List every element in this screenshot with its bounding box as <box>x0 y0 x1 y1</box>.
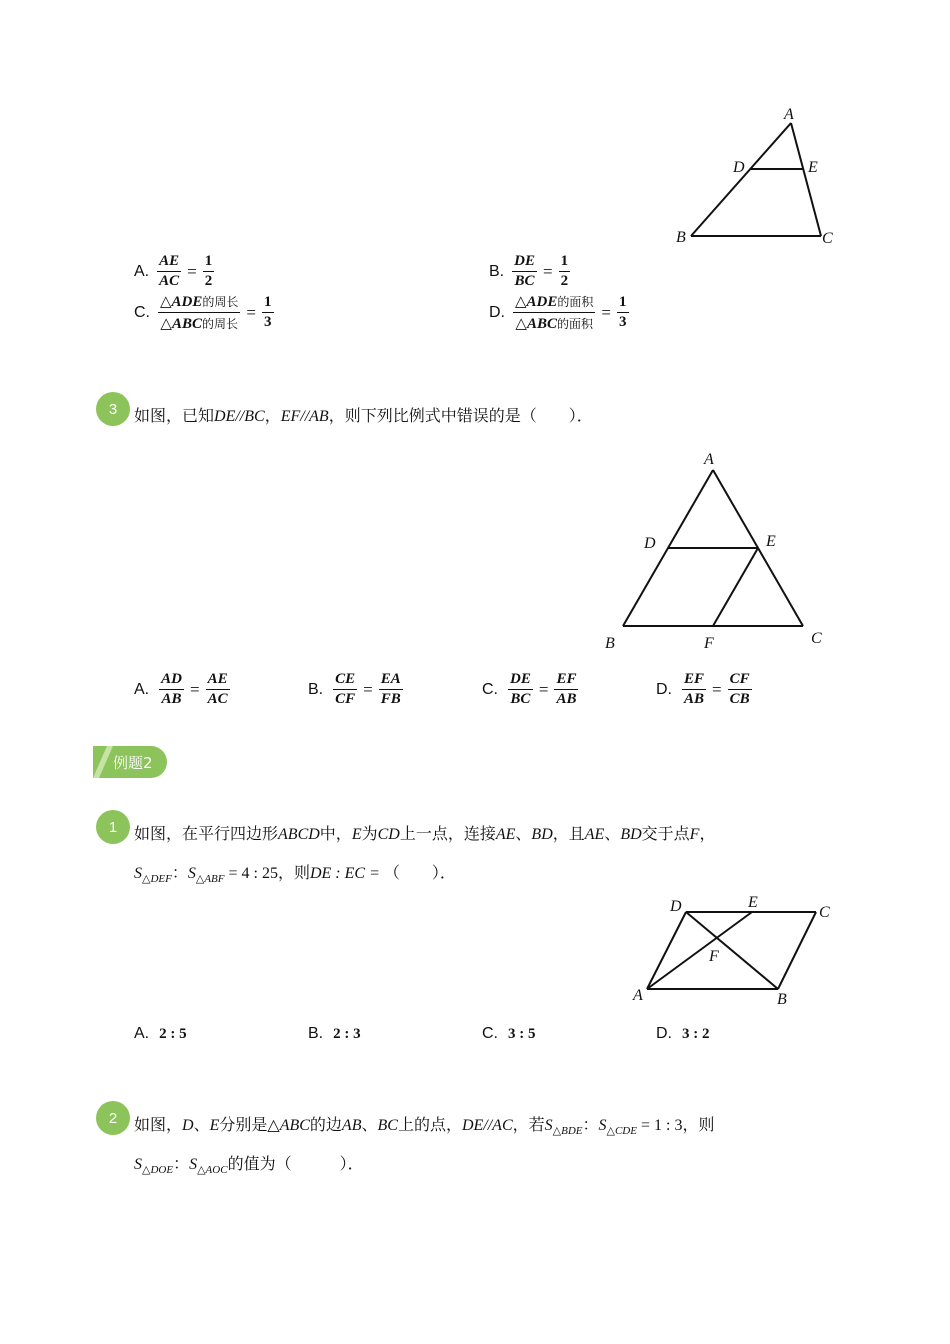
option-b-prev[interactable]: B. $\frac{DE}{BC}$ = $\frac{1}{2}$ <box>489 253 569 289</box>
label-D: D <box>733 159 745 176</box>
option-d-prev[interactable]: D. $\frac{\text{△ADE的面积}}{\text{△ABC的面积}}$ = $\frac{1}{3}$ <box>489 294 627 332</box>
question-text-line2: $S_{\triangle DEF}$：$S_{\triangle ABF} = 4$ : 25，则DE : EC = （ ）． <box>134 863 456 886</box>
fraction: $\frac{\text{△ADE的面积}}{\text{△ABC的面积}}$ <box>515 294 594 332</box>
section-tag-accent <box>93 746 113 778</box>
question-number-badge: 2 <box>96 1101 130 1135</box>
label-B: B <box>777 991 787 1008</box>
option-b-ex1[interactable]: B. 2 : 3 <box>308 1025 361 1042</box>
label-B: B <box>676 229 686 246</box>
label-A: A <box>633 987 643 1004</box>
option-c-ex1[interactable]: C. 3 : 5 <box>482 1025 536 1042</box>
label-D: D <box>644 535 656 552</box>
question-number-badge: 1 <box>96 810 130 844</box>
label-E: E <box>808 159 818 176</box>
label-C: C <box>819 904 830 921</box>
label-C: C <box>822 230 833 247</box>
label-A: A <box>784 106 794 123</box>
option-d-q3[interactable]: D. $\frac{EF}{AB}$ = $\frac{CF}{CB}$ <box>656 671 750 707</box>
question-text-line2: $S_{\triangle DOE}$：$S_{\triangle AOC}$的值为（ ）． <box>134 1154 364 1177</box>
option-a-ex1[interactable]: A. 2 : 5 <box>134 1025 187 1042</box>
section-tag: 例题2 <box>93 746 167 778</box>
label-A: A <box>704 451 714 468</box>
label-D: D <box>670 898 682 915</box>
option-c-q3[interactable]: C. $\frac{DE}{BC}$ = $\frac{EF}{AB}$ <box>482 671 577 707</box>
question-text-line1: 如图，在平行四边形ABCD中，E为CD上一点，连接AE、BD，且AE、BD交于点F， <box>134 824 716 843</box>
fraction: $\frac{AE}{AC}$ <box>159 253 180 289</box>
option-a-q3[interactable]: A. $\frac{AD}{AB}$ = $\frac{AE}{AC}$ <box>134 671 228 707</box>
option-d-ex1[interactable]: D. 3 : 2 <box>656 1025 710 1042</box>
label-F: F <box>704 635 714 652</box>
option-a-prev[interactable]: A. $\frac{AE}{AC}$ = $\frac{1}{2}$ <box>134 253 213 289</box>
fraction: $\frac{1}{3}$ <box>264 294 272 330</box>
fraction: $\frac{\text{△ADE的周长}}{\text{△ABC的周长}}$ <box>160 294 239 332</box>
fraction: $\frac{1}{2}$ <box>560 253 569 289</box>
label-E: E <box>748 894 758 911</box>
option-b-q3[interactable]: B. $\frac{CE}{CF}$ = $\frac{EA}{FB}$ <box>308 671 401 707</box>
question-number-badge: 3 <box>96 392 130 426</box>
label-F: F <box>709 948 719 965</box>
parallelogram-figure <box>625 890 850 1010</box>
question-text: 如图，已知DE//BC，EF//AB，则下列比例式中错误的是（ ）． <box>134 406 593 425</box>
label-E: E <box>766 533 776 550</box>
question-text-line1: 如图，D、E分别是△ABC的边AB、BC上的点，DE//AC，若$S_{\triangle BDE}$：$S_{\triangle CDE} = 1$ : 3，则 <box>134 1115 715 1138</box>
triangle-figure-q3 <box>598 445 838 655</box>
fraction: $\frac{DE}{BC}$ <box>514 253 535 289</box>
option-c-prev[interactable]: C. $\frac{\text{△ADE的周长}}{\text{△ABC的周长}}$ = $\frac{1}{3}$ <box>134 294 272 332</box>
fraction: $\frac{1}{2}$ <box>204 253 213 289</box>
fraction: $\frac{1}{3}$ <box>619 294 627 330</box>
label-B: B <box>605 635 615 652</box>
triangle-figure-prev <box>670 100 850 250</box>
label-C: C <box>811 630 822 647</box>
